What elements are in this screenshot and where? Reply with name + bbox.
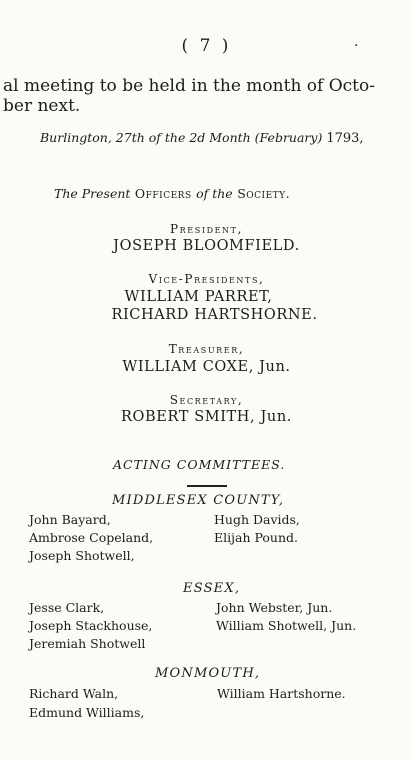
officer-name: RICHARD HARTSHORNE. [111, 307, 318, 323]
committee-member: Elijah Pound. [214, 530, 298, 545]
county-heading: MIDDLESEX COUNTY, [112, 493, 285, 508]
committee-member: Jeremiah Shotwell [29, 636, 146, 651]
committee-member: Edmund Williams, [29, 705, 145, 720]
office-role: President, [170, 222, 243, 236]
office-role: Secretary, [169, 393, 244, 407]
committee-member: Jesse Clark, [29, 600, 105, 615]
committee-member: John Bayard, [29, 512, 111, 527]
dateline-year: 1793, [326, 131, 364, 146]
officer-name: WILLIAM COXE, Jun. [122, 359, 291, 375]
county-heading: ESSEX, [183, 581, 241, 596]
officer-name: ROBERT SMITH, Jun. [121, 409, 292, 425]
dateline-place-date: Burlington, 27th of the 2d Month (February) [40, 130, 323, 145]
acting-committees-heading: ACTING COMMITTEES. [113, 457, 286, 472]
office-role: Treasurer, [168, 342, 245, 356]
officers-heading-mid: of the [196, 186, 233, 201]
committee-member: Joseph Stackhouse, [29, 618, 153, 633]
officers-heading-word: Society. [237, 186, 291, 201]
committee-member: Richard Waln, [29, 686, 119, 701]
committee-member: Hugh Davids, [214, 512, 300, 527]
text-line: ber next. [3, 96, 81, 116]
officer-name: WILLIAM PARRET, [124, 289, 273, 305]
committee-member: Joseph Shotwell, [29, 548, 135, 563]
committee-member: Ambrose Copeland, [29, 530, 154, 545]
committee-member: William Shotwell, Jun. [216, 618, 357, 633]
county-heading: MONMOUTH, [155, 666, 261, 681]
text-line: al meeting to be held in the month of Octo- [3, 76, 375, 96]
divider-rule [187, 485, 227, 487]
office-role: Vice-Presidents, [148, 272, 265, 286]
officer-name: JOSEPH BLOOMFIELD. [113, 238, 300, 254]
committee-member: William Hartshorne. [217, 686, 346, 701]
committee-member: John Webster, Jun. [216, 600, 333, 615]
corner-mark: · [354, 38, 359, 54]
dateline [40, 130, 364, 146]
officers-heading [54, 186, 290, 201]
officers-heading-prefix: The Present [54, 186, 131, 201]
officers-heading-word: Officers [134, 186, 192, 201]
page-number: ( 7 ) [181, 36, 232, 56]
